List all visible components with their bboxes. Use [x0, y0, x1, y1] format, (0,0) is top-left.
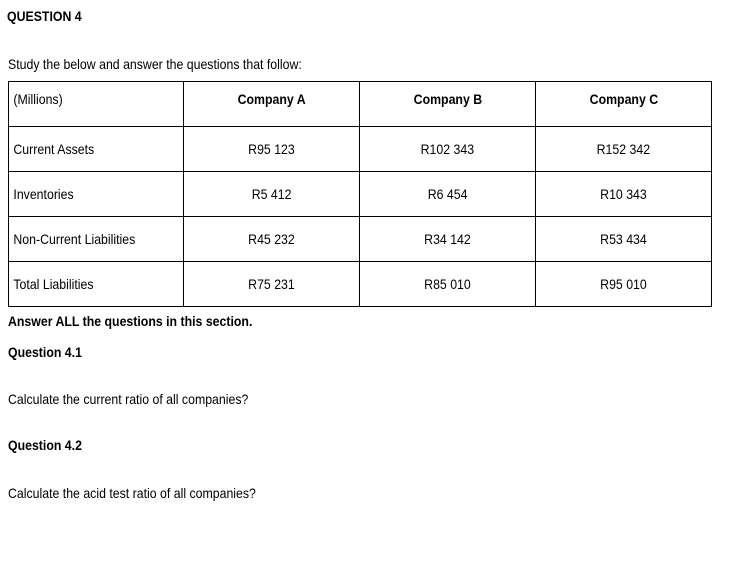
table-row [9, 127, 712, 172]
table-cell: R85 010 [360, 262, 536, 307]
table-cell: R75 231 [184, 262, 360, 307]
table-cell: R10 343 [536, 172, 712, 217]
question-4-2-text: Calculate the acid test ratio of all companies? [8, 485, 256, 501]
table-cell: R5 412 [184, 172, 360, 217]
table-cell: R34 142 [360, 217, 536, 262]
table-header-cell: (Millions) [9, 82, 184, 127]
row-label: Non-Current Liabilities [9, 217, 184, 262]
table-cell: R95 010 [536, 262, 712, 307]
table-header-cell: Company B [360, 82, 536, 127]
table-row [9, 172, 712, 217]
table-header-cell: Company A [184, 82, 360, 127]
table-header-cell: Company C [536, 82, 712, 127]
table-cell: R6 454 [360, 172, 536, 217]
row-label: Inventories [9, 172, 184, 217]
table-row [9, 262, 712, 307]
table-cell: R45 232 [184, 217, 360, 262]
table-row [9, 217, 712, 262]
financial-data-table [8, 81, 712, 307]
question-4-1-text: Calculate the current ratio of all companies? [8, 391, 249, 407]
table-cell: R53 434 [536, 217, 712, 262]
question-4-2-title: Question 4.2 [8, 437, 82, 453]
row-label: Current Assets [9, 127, 184, 172]
answer-all-instruction: Answer ALL the questions in this section. [8, 313, 253, 329]
question-4-1-title: Question 4.1 [8, 344, 82, 360]
row-label: Total Liabilities [9, 262, 184, 307]
instruction-text: Study the below and answer the questions that follow: [8, 56, 302, 72]
table-header-row [9, 82, 712, 127]
table-cell: R95 123 [184, 127, 360, 172]
table-cell: R102 343 [360, 127, 536, 172]
page-heading: QUESTION 4 [7, 8, 82, 24]
table-cell: R152 342 [536, 127, 712, 172]
